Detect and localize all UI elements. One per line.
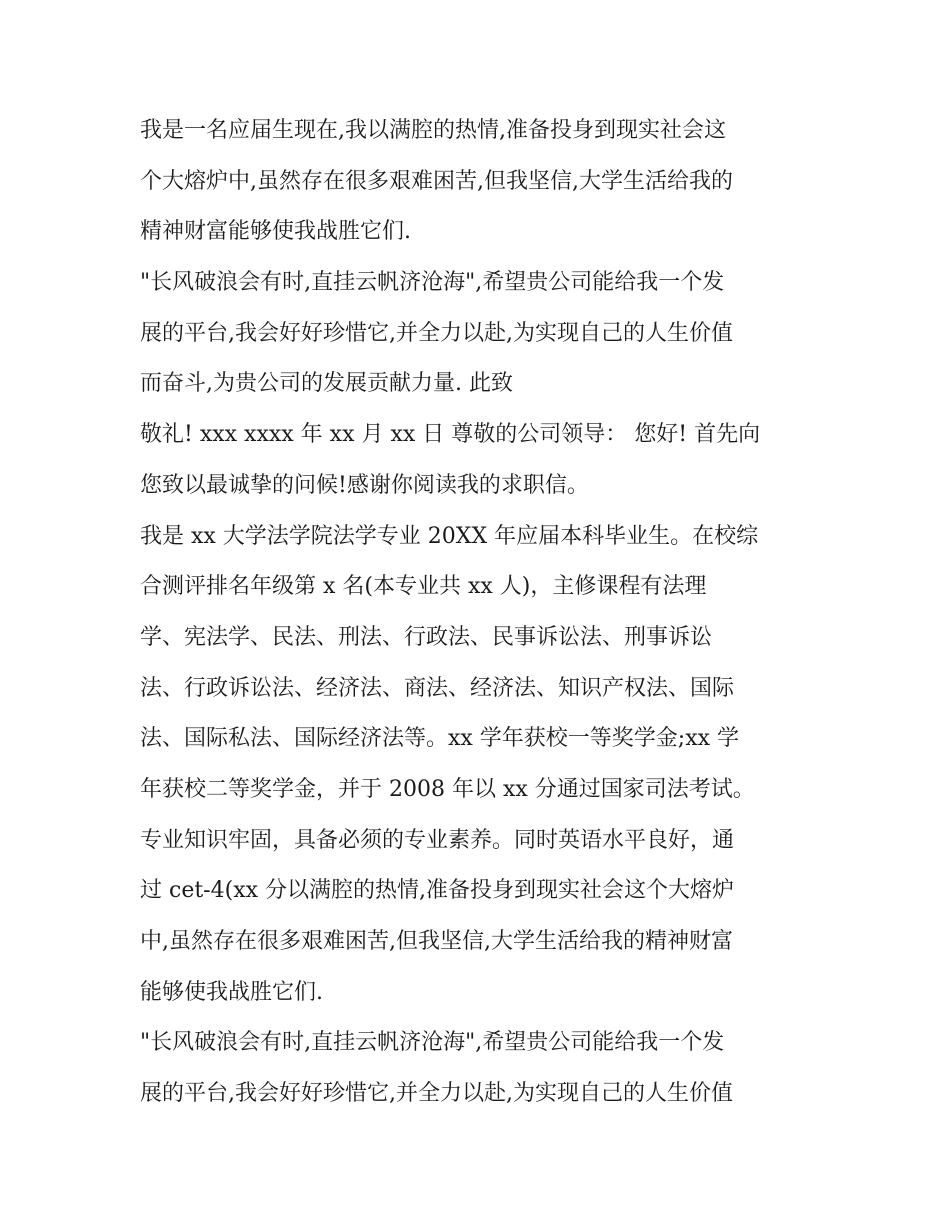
text-line: 您致以最诚挚的问候!感谢你阅读我的求职信。 bbox=[140, 472, 589, 498]
text-line: 我是一名应届生现在,我以满腔的热情,准备投身到现实社会这 bbox=[140, 118, 726, 143]
text-line: 中,虽然存在很多艰难困苦,但我坚信,大学生活给我的精神财富 bbox=[140, 929, 733, 954]
text-line: 个大熔炉中,虽然存在很多艰难困苦,但我坚信,大学生活给我的 bbox=[140, 168, 733, 194]
text-line: 专业知识牢固，具备必须的专业素养。同时英语水平良好，通 bbox=[140, 827, 735, 853]
text-line: 展的平台,我会好好珍惜它,并全力以赴,为实现自己的人生价值 bbox=[140, 320, 733, 346]
text-line: 学、宪法学、民法、刑法、行政法、民事诉讼法、刑事诉讼 bbox=[140, 624, 713, 650]
text-line: 合测评排名年级第 x 名(本专业共 xx 人)，主修课程有法理 bbox=[140, 574, 707, 600]
document-body bbox=[140, 106, 820, 1120]
text-line: 精神财富能够使我战胜它们. bbox=[140, 219, 411, 245]
text-line: "长风破浪会有时,直挂云帆济沧海",希望贵公司能给我一个发 bbox=[140, 270, 725, 296]
text-line: 法、国际私法、国际经济法等。xx 学年获校一等奖学金;xx 学 bbox=[140, 726, 740, 752]
text-line: 展的平台,我会好好珍惜它,并全力以赴,为实现自己的人生价值 bbox=[140, 1081, 733, 1107]
text-line: 而奋斗,为贵公司的发展贡献力量. 此致 bbox=[140, 371, 513, 397]
text-line: 过 cet-4(xx 分以满腔的热情,准备投身到现实社会这个大熔炉 bbox=[140, 878, 734, 904]
text-line: 能够使我战胜它们. bbox=[140, 979, 323, 1005]
text-line: 年获校二等奖学金，并于 2008 年以 xx 分通过国家司法考试。 bbox=[140, 776, 755, 802]
text-line: 法、行政诉讼法、经济法、商法、经济法、知识产权法、国际 bbox=[140, 675, 735, 701]
text-line: "长风破浪会有时,直挂云帆济沧海",希望贵公司能给我一个发 bbox=[140, 1030, 725, 1056]
text-line: 我是 xx 大学法学院法学专业 20XX 年应届本科毕业生。在校综 bbox=[140, 523, 759, 549]
text-line: 敬礼! xxx xxxx 年 xx 月 xx 日 尊敬的公司领导： 您好! 首先向 bbox=[140, 422, 761, 448]
